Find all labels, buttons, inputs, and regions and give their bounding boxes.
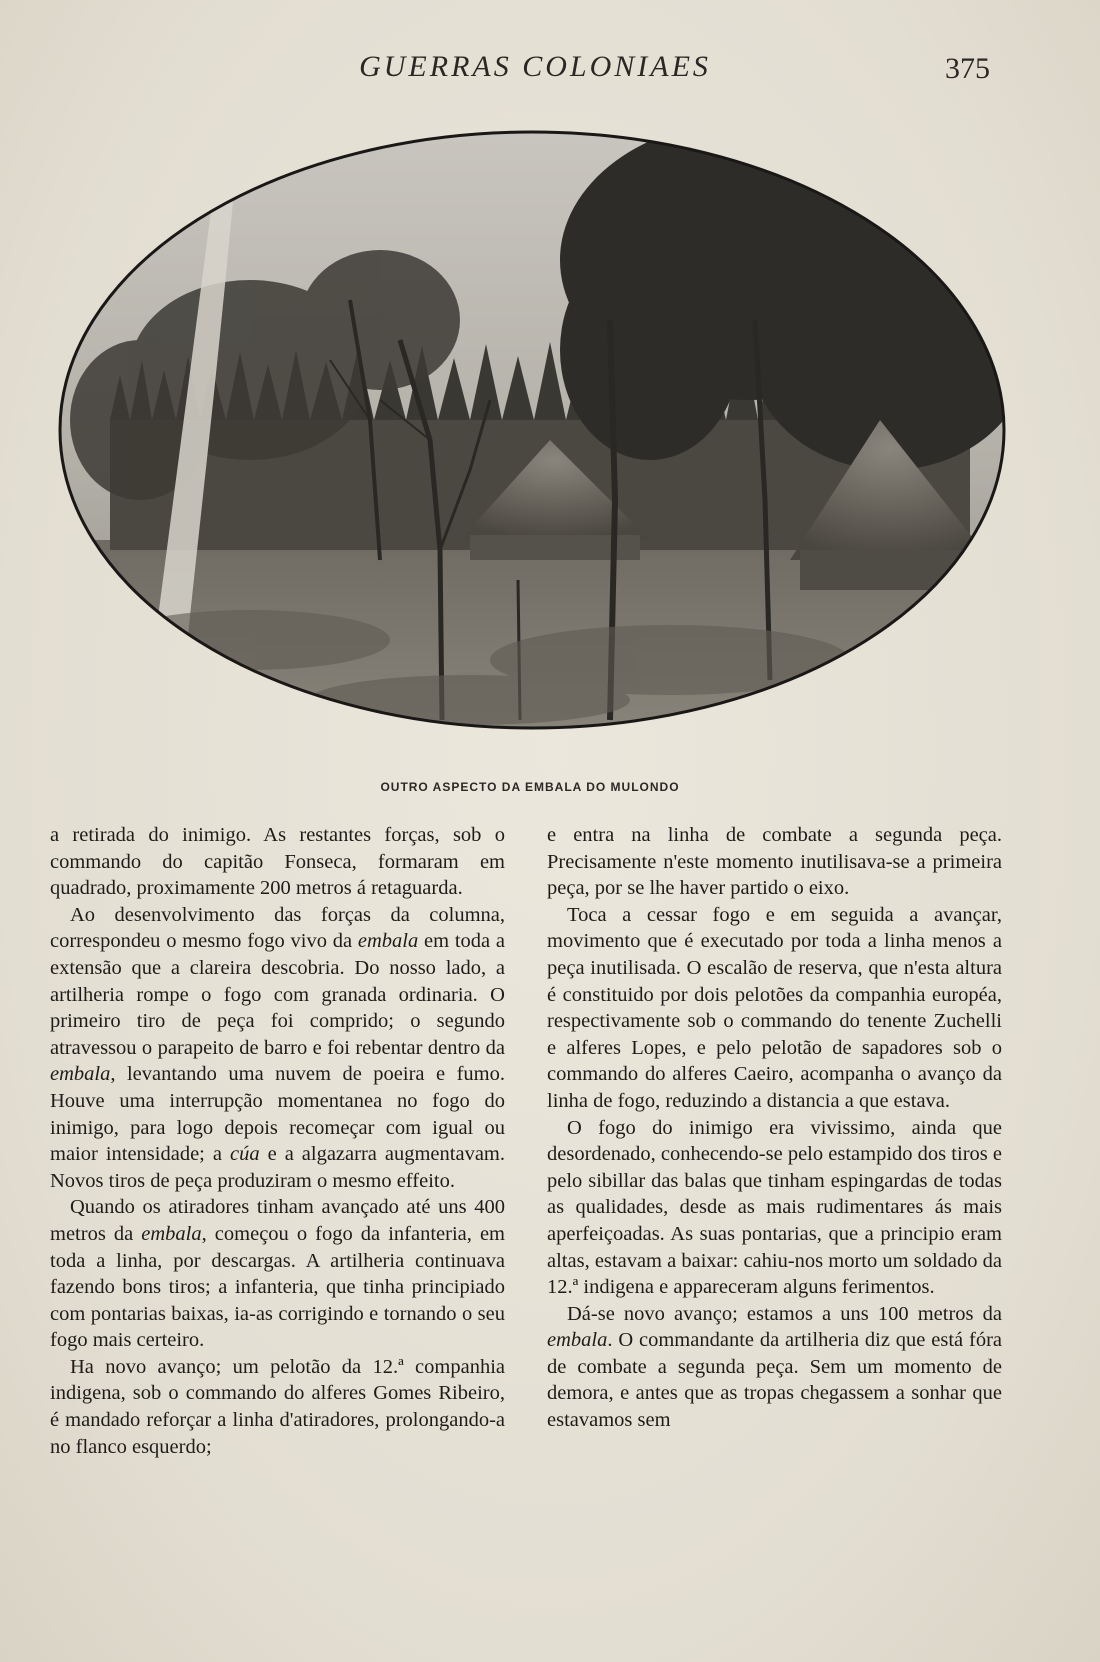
right-paragraph-4 [547, 1301, 1002, 1434]
text-run: , começou o fogo da infanteria, em toda a linha, por descargas. A artilheria continuava fazendo bons tiros; a infanteria, que tinha principiado com pontarias baixas, ia-as corrigindo e tornando o seu fogo mais certeiro. [50, 1222, 505, 1352]
right-paragraph-3: O fogo do inimigo era vivissimo, ainda que desordenado, conhecendo-se pelo estampido dos tiros e pelo sibillar das balas que tinham espingardas de todas as qualidades, desde as mais rudimentares ás mais aperfeiçoadas. As suas pontarias, que a principio eram altas, estavam a baixar: cahiu-nos morto um soldado da 12.ª indigena e appareceram alguns ferimentos. [547, 1116, 1002, 1299]
running-header-title: GUERRAS COLONIAES [359, 50, 711, 83]
tree-foliage-right [560, 120, 1015, 470]
text-run: em toda a extensão que a clareira descobria. Do nosso lado, a artilheria rompe o fogo com granada ordinaria. O primeiro tiro de peça foi comprido; o segundo atravessou o parapeito de barro e foi rebentar dentro da [50, 930, 505, 1059]
photo-content [50, 120, 1015, 742]
left-text-column [50, 822, 505, 1460]
text-run: Quando os atiradores tinham avançado até uns 400 metros da [50, 1196, 505, 1245]
left-paragraph-4: Ha novo avanço; um pelotão da 12.ª companhia indigena, sob o commando do alferes Gomes Ribeiro, é mandado reforçar a linha d'atiradores, prolongando-a no flanco esquerdo; [50, 1355, 505, 1458]
text-run: e a algazarra augmentavam. Novos tiros de peça produziram o mesmo effeito. [50, 1143, 505, 1192]
italic-term: embala [141, 1222, 202, 1245]
italic-term: embala [50, 1063, 111, 1086]
left-paragraph-3 [50, 1194, 505, 1354]
italic-term: embala [547, 1329, 608, 1352]
right-paragraph-2: Toca a cessar fogo e em seguida a avançar, movimento que é executado por toda a linha menos a peça inutilisada. O escalão de reserva, que n'esta altura é constituido por dois pelotões da companhia européa, respectivamente sob o commando do tenente Zuchelli e alferes Lopes, e pelo pelotão de sapadores sob o commando do alferes Caeiro, acompanha o avanço da linha de fogo, reduzindo a distancia a que estava. [547, 903, 1002, 1112]
right-paragraph-1: e entra na linha de combate a segunda peça. Precisamente n'este momento inutilisava-se a primeira peça, por se lhe haver partido o eixo. [547, 824, 1002, 900]
text-run: Dá-se novo avanço; estamos a uns 100 metros da [567, 1302, 1002, 1325]
figure-caption: OUTRO ASPECTO DA EMBALA DO MULONDO [380, 780, 680, 794]
text-run: , levantando uma nuvem de poeira e fumo. Houve uma interrupção momentanea no fogo do inimigo, para logo depois recomeçar com igual ou maior intensidade; a [50, 1063, 505, 1166]
left-paragraph-1: a retirada do inimigo. As restantes forças, sob o commando do capitão Fonseca, formaram em quadrado, proximamente 200 metros á retaguarda. [50, 824, 505, 900]
italic-term: embala [357, 930, 419, 953]
text-run: . O commandante da artilheria diz que está fóra de combate a segunda peça. Sem um momento de demora, e antes que as tropas chegassem a sonhar que estavamos sem [547, 1329, 1002, 1432]
page-number: 375 [945, 52, 990, 85]
text-run: Ao desenvolvimento das forças da columna, correspondeu o mesmo fogo vivo da [50, 903, 505, 953]
oval-photograph [50, 120, 1015, 742]
right-text-column [547, 822, 1002, 1434]
left-paragraph-2 [50, 902, 505, 1195]
italic-term: cúa [229, 1143, 260, 1166]
photo-svg [50, 120, 1015, 742]
